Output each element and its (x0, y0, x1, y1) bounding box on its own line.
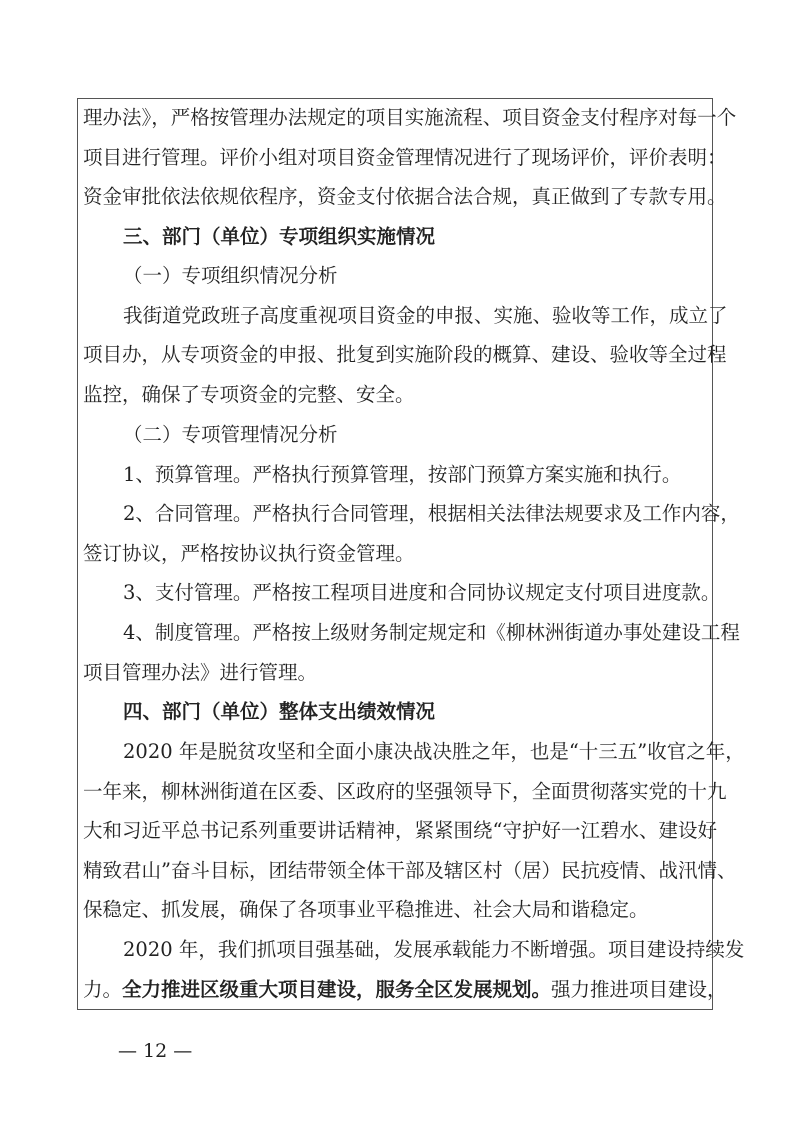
subsection-heading: （一）专项组织情况分析 (123, 264, 338, 287)
paragraph-line: 项目办，从专项资金的申报、批复到实施阶段的概算、建设、验收等全过程 (83, 343, 727, 366)
section-heading: 三、部门（单位）专项组织实施情况 (123, 225, 436, 248)
paragraph-line: 2020 年是脱贫攻坚和全面小康决战决胜之年，也是“十三五”收官之年， (123, 740, 745, 763)
paragraph-line: 2、合同管理。严格执行合同管理，根据相关法律法规要求及工作内容， (123, 502, 740, 525)
paragraph-line: 理办法》，严格按管理办法规定的项目实施流程、项目资金支付程序对每一个 (83, 106, 737, 129)
bold-text-segment: 全力推进区级重大项目建设，服务全区发展规划。 (122, 978, 552, 1001)
paragraph-line: 1、预算管理。严格执行预算管理，按部门预算方案实施和执行。 (123, 463, 682, 486)
paragraph-line: 我街道党政班子高度重视项目资金的申报、实施、验收等工作，成立了 (123, 304, 728, 327)
paragraph-line: 监控，确保了专项资金的完整、安全。 (83, 383, 415, 406)
paragraph-line: 项目管理办法》进行管理。 (83, 661, 318, 684)
paragraph-line-last (83, 978, 727, 1002)
paragraph-line: 3、支付管理。严格按工程项目进度和合同协议规定支付项目进度款。 (123, 581, 721, 604)
paragraph-line: 签订协议，严格按协议执行资金管理。 (83, 542, 415, 565)
text-segment: 强力推进项目建设， (551, 978, 727, 1001)
text-segment: 力。 (83, 978, 123, 1001)
paragraph-line: 精致君山”奋斗目标，团结带领全体干部及辖区村（居）民抗疫情、战汛情、 (83, 859, 737, 882)
section-heading: 四、部门（单位）整体支出绩效情况 (123, 700, 436, 723)
paragraph-line: 项目进行管理。评价小组对项目资金管理情况进行了现场评价，评价表明： (83, 146, 727, 169)
paragraph-line: 4、制度管理。严格按上级财务制定规定和《柳林洲街道办事处建设工程 (123, 621, 740, 644)
paragraph-line: 大和习近平总书记系列重要讲话精神，紧紧围绕“守护好一江碧水、建设好 (83, 819, 717, 842)
paragraph-line: 2020 年，我们抓项目强基础，发展承载能力不断增强。项目建设持续发 (123, 938, 745, 961)
paragraph-line: 一年来，柳林洲街道在区委、区政府的坚强领导下，全面贯彻落实党的十九 (83, 780, 727, 803)
paragraph-line: 资金审批依法依规依程序，资金支付依据合法合规，真正做到了专款专用。 (83, 185, 727, 208)
subsection-heading: （二）专项管理情况分析 (123, 423, 338, 446)
paragraph-line: 保稳定、抓发展，确保了各项事业平稳推进、社会大局和谐稳定。 (83, 898, 649, 921)
page-number: — 12 — (118, 1040, 193, 1062)
